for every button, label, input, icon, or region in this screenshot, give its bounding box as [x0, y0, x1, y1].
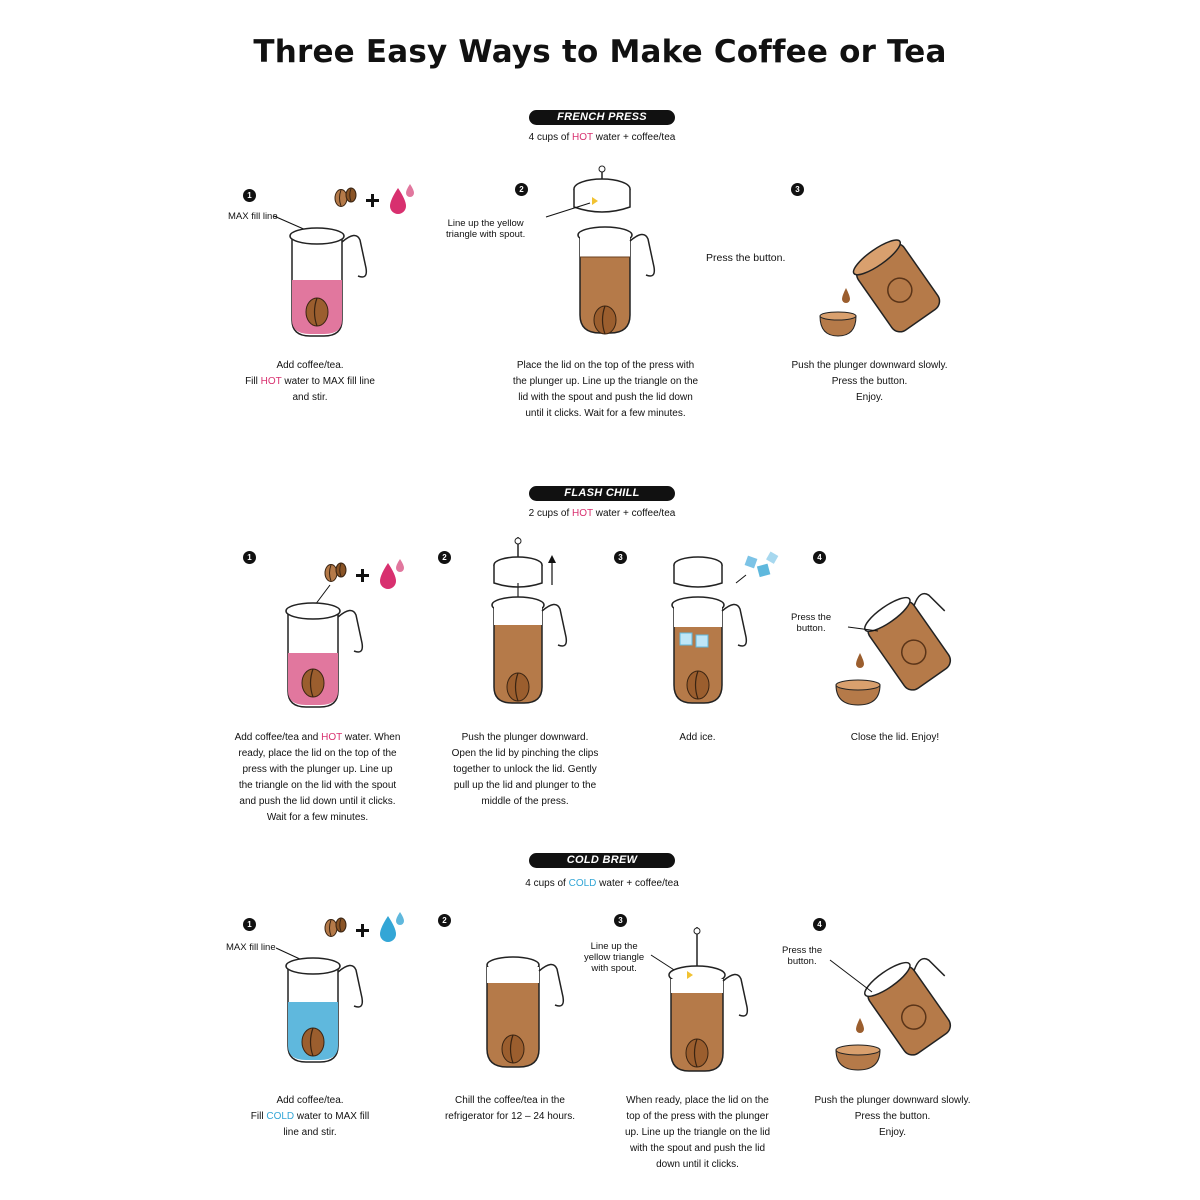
hot-water-drop-icon [380, 563, 396, 589]
hot-water-drop-icon [390, 188, 406, 214]
note-line: with spout. [591, 963, 637, 974]
page-title: Three Easy Ways to Make Coffee or Tea [253, 34, 947, 70]
step-number: 2 [438, 551, 451, 564]
french-press-step2-illustration [530, 165, 670, 345]
cold-water-drop-icon [380, 916, 396, 942]
caption-line: Add coffee/tea. [276, 1095, 344, 1106]
caption-line: the triangle on the lid with the spout [238, 780, 397, 791]
step-number: 3 [791, 183, 804, 196]
note-line: button. [787, 956, 817, 967]
caption-line: and stir. [292, 392, 328, 403]
cold-brew-step4-caption [790, 1093, 995, 1141]
note-line: Line up the yellow [447, 218, 524, 229]
caption-line: press with the plunger up. Line up [242, 764, 393, 775]
step-number: 1 [243, 551, 256, 564]
french-press-step2-caption [478, 358, 733, 422]
french-press-step1-caption [210, 358, 410, 406]
caption-line: and push the lid down until it clicks. [239, 796, 396, 807]
max-fill-line-note: MAX fill line [226, 942, 276, 953]
caption-line: lid with the spout and push the lid down [518, 392, 693, 403]
note-line: Line up the [590, 941, 638, 952]
note-line: yellow triangle [584, 952, 645, 963]
caption-line: middle of the press. [481, 796, 569, 807]
subtitle-text: water + coffee/tea [592, 508, 676, 519]
caption-line: Press the button. [831, 376, 908, 387]
caption-line: Push the plunger downward slowly. [791, 360, 948, 371]
line-up-triangle-note [446, 218, 525, 240]
cold-brew-step1-caption [210, 1093, 410, 1141]
caption-line: together to unlock the lid. Gently [453, 764, 597, 775]
flash-chill-step3-illustration [650, 545, 790, 715]
max-fill-line-note: MAX fill line [228, 211, 278, 222]
step-number: 4 [813, 551, 826, 564]
caption-highlight: HOT [260, 376, 282, 387]
cold-brew-step3-caption [605, 1093, 790, 1173]
plus-icon [356, 569, 369, 582]
coffee-beans-icon [325, 918, 346, 937]
coffee-beans-icon [335, 188, 356, 207]
flash-chill-step2-illustration [470, 535, 600, 715]
cold-brew-subtitle [452, 878, 752, 889]
coffee-drop-icon [856, 653, 864, 668]
caption-text: water to MAX fill [294, 1111, 370, 1122]
note-line: triangle with spout. [446, 229, 526, 240]
subtitle-text: 4 cups of [525, 878, 569, 889]
caption-line: When ready, place the lid on the [626, 1095, 769, 1106]
caption-line: until it clicks. Wait for a few minutes. [525, 408, 686, 419]
subtitle-text: 4 cups of [528, 132, 573, 143]
step-number: 1 [243, 918, 256, 931]
coffee-beans-icon [325, 563, 346, 582]
section-label-flash-chill: FLASH CHILL [529, 486, 675, 501]
caption-highlight: COLD [266, 1111, 295, 1122]
step-number: 3 [614, 914, 627, 927]
subtitle-highlight: HOT [572, 132, 593, 143]
coffee-drop-icon [856, 1018, 864, 1033]
step-number: 1 [243, 189, 256, 202]
caption-line [210, 1109, 410, 1125]
plus-icon [366, 194, 379, 207]
step-number: 4 [813, 918, 826, 931]
cold-brew-step4-illustration [820, 940, 960, 1075]
note-line: button. [796, 623, 826, 634]
french-press-step3-illustration [810, 240, 950, 340]
caption-line: pull up the lid and plunger to the [453, 780, 597, 791]
french-press-step1-illustration [220, 180, 420, 350]
section-label-french-press: FRENCH PRESS [529, 110, 675, 125]
caption-text: water to MAX fill line [281, 376, 375, 387]
caption-line: top of the press with the plunger [626, 1111, 769, 1122]
arrow-up-icon [548, 555, 556, 563]
section-label-cold-brew: COLD BREW [529, 853, 675, 868]
step-number: 2 [515, 183, 528, 196]
subtitle-highlight: COLD [568, 878, 597, 889]
flash-chill-step1-caption [200, 730, 435, 826]
coffee-drop-icon [842, 288, 850, 303]
caption-text: water. When [342, 732, 401, 743]
caption-line: Add coffee/tea. [276, 360, 344, 371]
note-line: Press the [782, 945, 823, 956]
cold-brew-step3-illustration [655, 925, 775, 1080]
step-number: 3 [614, 551, 627, 564]
flash-chill-subtitle [452, 508, 752, 519]
caption-line [200, 730, 435, 746]
caption-line: Push the plunger downward. [461, 732, 589, 743]
flash-chill-step1-illustration [220, 555, 420, 715]
caption-line: Wait for a few minutes. [266, 812, 369, 823]
note-line: Press the [791, 612, 832, 623]
subtitle-text: water + coffee/tea [592, 132, 676, 143]
cold-brew-step2-caption [425, 1093, 595, 1125]
flash-chill-step4-illustration [820, 575, 960, 710]
subtitle-text: water + coffee/tea [596, 878, 679, 889]
caption-line: line and stir. [283, 1127, 337, 1138]
ice-cube-icon [745, 556, 758, 569]
caption-text: Fill [245, 376, 261, 387]
cold-brew-step1-illustration [220, 910, 420, 1075]
line-up-triangle-note [584, 941, 644, 974]
cold-brew-step2-illustration [465, 945, 585, 1075]
flash-chill-step2-caption [430, 730, 620, 810]
caption-line: Open the lid by pinching the clips [451, 748, 599, 759]
flash-chill-step4-caption: Close the lid. Enjoy! [850, 732, 940, 743]
subtitle-highlight: HOT [572, 508, 593, 519]
french-press-step3-caption [762, 358, 977, 406]
french-press-subtitle [452, 132, 752, 143]
caption-text: Fill [250, 1111, 267, 1122]
caption-line: down until it clicks. [656, 1159, 739, 1170]
caption-line: refrigerator for 12 – 24 hours. [444, 1111, 576, 1122]
press-button-note [782, 945, 822, 967]
plus-icon [356, 924, 369, 937]
caption-line: ready, place the lid on the top of the [238, 748, 397, 759]
caption-line: Chill the coffee/tea in the [455, 1095, 565, 1106]
caption-highlight: HOT [321, 732, 343, 743]
press-the-button-note: Press the button. [706, 252, 786, 264]
caption-line: Place the lid on the top of the press with [516, 360, 695, 371]
caption-line [210, 374, 410, 390]
step-number: 2 [438, 914, 451, 927]
caption-text: Add coffee/tea and [234, 732, 322, 743]
flash-chill-step3-caption: Add ice. [679, 732, 716, 743]
caption-line: up. Line up the triangle on the lid [624, 1127, 771, 1138]
caption-line: Press the button. [854, 1111, 931, 1122]
caption-line: Enjoy. [878, 1127, 907, 1138]
caption-line: Push the plunger downward slowly. [814, 1095, 971, 1106]
caption-line: the plunger up. Line up the triangle on the [512, 376, 699, 387]
subtitle-text: 2 cups of [528, 508, 573, 519]
caption-line: with the spout and push the lid [629, 1143, 766, 1154]
caption-line: Enjoy. [855, 392, 884, 403]
